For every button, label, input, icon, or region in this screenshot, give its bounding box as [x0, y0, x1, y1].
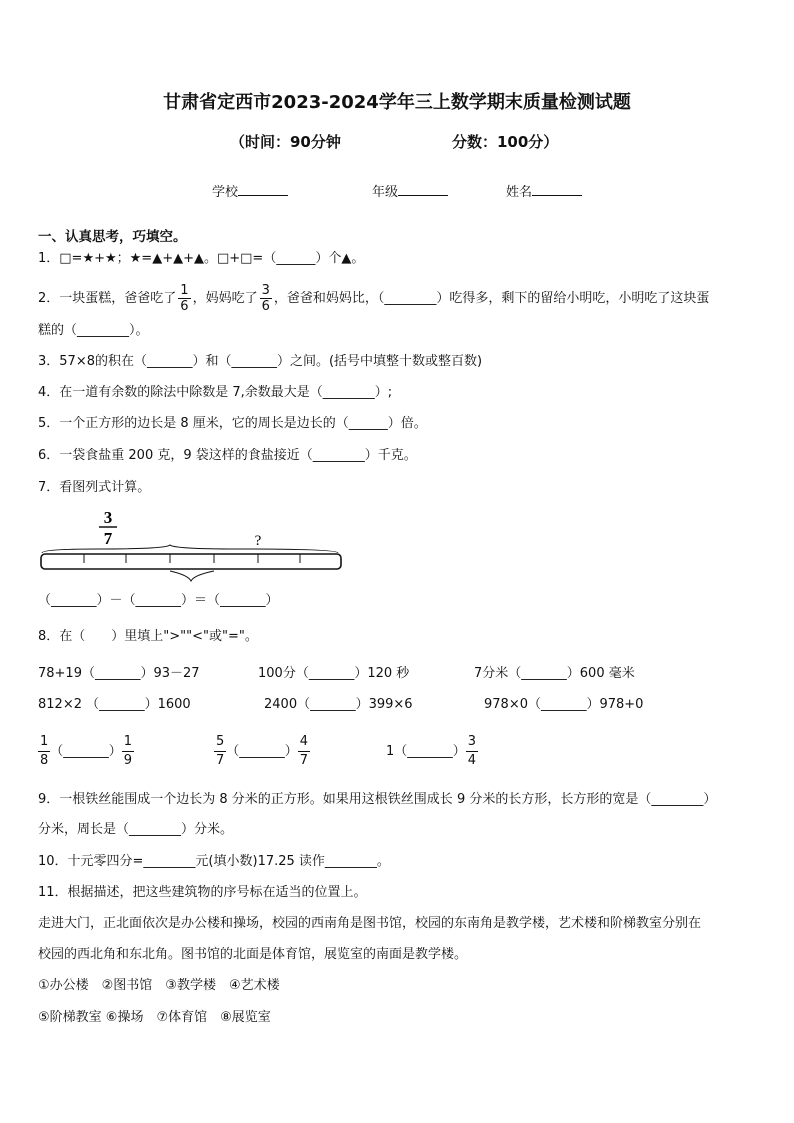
question-2 [38, 283, 709, 314]
fraction [260, 283, 272, 314]
q8-item: 2400（_______）399×6 [264, 697, 413, 712]
question-11-description-cont: 校园的西北角和东北角。图书馆的北面是体育馆，展览室的南面是教学楼。 [38, 947, 468, 962]
numerator: 5 [214, 733, 226, 752]
q2-text-a: 2．一块蛋糕，爸爸吃了 [38, 291, 177, 306]
q8-fraction-compare [386, 733, 478, 770]
name-label: 姓名 [506, 185, 533, 200]
fraction [298, 733, 310, 770]
question-2-cont: 糕的（________）。 [38, 323, 149, 338]
q2-text-b: ，妈妈吃了 [192, 291, 258, 306]
grade-field[interactable] [372, 181, 448, 200]
numerator: 1 [180, 283, 189, 298]
school-label: 学校 [212, 185, 239, 200]
name-field[interactable] [506, 181, 582, 200]
question-4: 4．在一道有余数的除法中除数是 7,余数最大是（________）; [38, 385, 393, 400]
page-title: 甘肃省定西市2023-2024学年三上数学期末质量检测试题 [163, 92, 631, 113]
q2-text-c: ，爸爸和妈妈比，（________）吃得多，剩下的留给小明吃，小明吃了这块蛋 [273, 291, 710, 306]
building-list-row-1: ①办公楼 ②图书馆 ③教学楼 ④艺术楼 [38, 978, 280, 993]
fraction [214, 733, 226, 770]
numerator: 1 [122, 733, 134, 752]
fraction [178, 283, 190, 314]
denominator: 9 [123, 753, 133, 768]
question-5: 5．一个正方形的边长是 8 厘米，它的周长是边长的（______）倍。 [38, 416, 427, 431]
fraction [38, 733, 50, 770]
exam-time: （时间：90分钟 [230, 133, 341, 151]
building-list-row-2: ⑤阶梯教室 ⑥操场 ⑦体育馆 ⑧展览室 [38, 1010, 271, 1025]
answer-blank[interactable]: （_______） [226, 744, 298, 759]
denominator: 4 [467, 753, 477, 768]
denominator: 8 [40, 753, 49, 768]
numerator: 3 [261, 283, 270, 298]
q8-fraction-compare [214, 733, 310, 770]
question-8: 8．在（ ）里填上">""<"或"="。 [38, 629, 258, 644]
q8-item: 100分（_______）120 秒 [258, 666, 410, 681]
denominator: 7 [216, 753, 225, 768]
question-9: 9．一根铁丝能围成一个边长为 8 分米的正方形。如果用这根铁丝围成长 9 分米的长方形，长方形的宽是（________） [38, 792, 717, 807]
segment-bar [41, 554, 341, 569]
question-6: 6．一袋食盐重 200 克，9 袋这样的食盐接近（________）千克。 [38, 448, 417, 463]
numerator: 1 [38, 733, 50, 752]
question-3: 3．57×8的积在（_______）和（_______）之间。(括号中填整十数或整百数) [38, 354, 483, 369]
question-11: 11．根据描述，把这些建筑物的序号标在适当的位置上。 [38, 885, 367, 900]
q8-item: 78+19（_______）93－27 [38, 666, 200, 681]
denominator: 6 [180, 299, 189, 314]
school-field[interactable] [212, 181, 288, 200]
question-11-description: 走进大门，正北面依次是办公楼和操场，校园的西南角是图书馆，校园的东南角是教学楼，艺术楼和阶梯教室分别在 [38, 916, 702, 931]
numerator: 4 [298, 733, 310, 752]
question-9-cont: 分米，周长是（________）分米。 [38, 822, 234, 837]
denominator: 6 [261, 299, 270, 314]
numerator: 3 [466, 733, 478, 752]
question-7-equation: （_______）－（_______）＝（_______） [38, 593, 279, 608]
section-1-heading: 一、认真思考，巧填空。 [38, 229, 187, 245]
q8-item: 812×2 （_______）1600 [38, 697, 191, 712]
q8-item: 7分米（_______）600 毫米 [474, 666, 635, 681]
q8-fraction-compare [38, 733, 134, 770]
brace [42, 545, 338, 553]
question-7: 7．看图列式计算。 [38, 480, 151, 495]
fraction [122, 733, 134, 770]
q7-question-mark: ? [254, 533, 262, 549]
question-10: 10．十元零四分=________元(填小数)17.25 读作________。 [38, 854, 390, 869]
fraction [466, 733, 478, 770]
question-1: 1．□=★+★；★=▲+▲+▲。□+□=（______）个▲。 [38, 251, 365, 266]
q8-item: 978×0（_______）978+0 [484, 697, 644, 712]
q7-segment-diagram [38, 505, 348, 583]
q7-fraction-numerator: 3 [103, 508, 113, 527]
answer-blank[interactable]: （_______） [394, 744, 466, 759]
denominator: 7 [299, 753, 309, 768]
exam-score: 分数：100分） [452, 133, 559, 151]
whole-number: 1 [386, 744, 395, 759]
lower-brace [170, 571, 214, 581]
answer-blank[interactable]: （_______） [50, 744, 122, 759]
q7-fraction-denominator: 7 [103, 529, 113, 548]
grade-label: 年级 [372, 185, 399, 200]
